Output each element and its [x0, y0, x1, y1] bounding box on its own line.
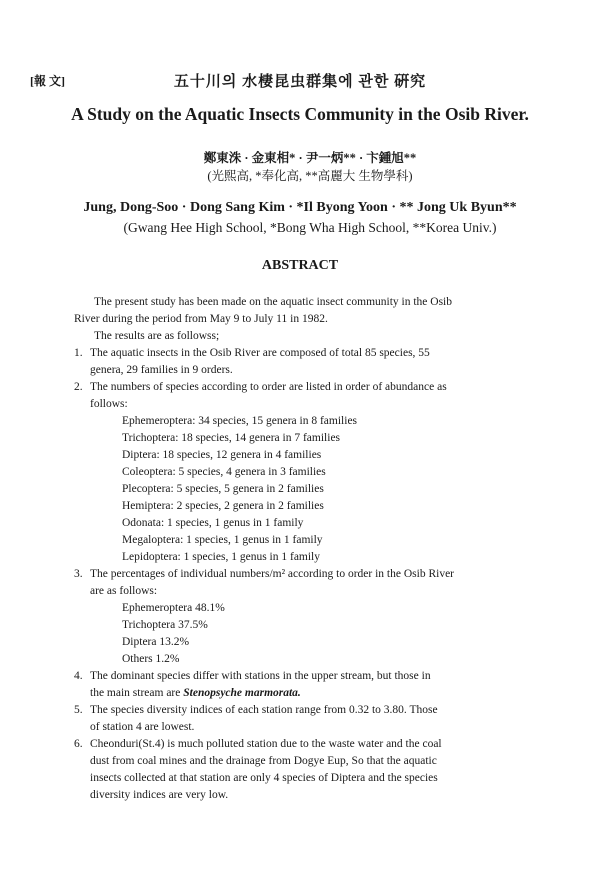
result-item-3 [74, 566, 554, 600]
item-line: The aquatic insects in the Osib River are composed of total 85 species, 55 [90, 347, 430, 359]
english-affiliations: (Gwang Hee High School, *Bong Wha High School, **Korea Univ.) [123, 220, 497, 235]
percentage-entry: Diptera 13.2% [122, 636, 190, 648]
species-name: Stenopsyche marmorata. [183, 687, 301, 699]
article-type-tag: [報 文] [30, 74, 65, 88]
item-number: 2. [74, 381, 83, 393]
item-line: diversity indices are very low. [90, 789, 229, 801]
item-number: 4. [74, 670, 83, 682]
item-number: 1. [74, 347, 83, 359]
orders-list [74, 413, 554, 566]
result-item-4 [74, 668, 554, 702]
order-entry: Odonata: 1 species, 1 genus in 1 family [122, 517, 304, 529]
order-entry: Lepidoptera: 1 species, 1 genus in 1 family [122, 551, 321, 563]
item-line: insects collected at that station are only 4 species of Diptera and the species [90, 772, 438, 784]
percentage-entry: Trichoptera 37.5% [122, 619, 208, 631]
result-item-2 [74, 379, 554, 413]
results-intro: The results are as followss; [94, 330, 220, 342]
percentages-list [74, 600, 554, 668]
item-line: The dominant species differ with stations in the upper stream, but those in [90, 670, 431, 682]
english-title: A Study on the Aquatic Insects Community in the Osib River. [71, 104, 529, 124]
order-entry: Trichoptera: 18 species, 14 genera in 7 families [122, 432, 341, 444]
item-line: of station 4 are lowest. [90, 721, 195, 733]
item-text: the main stream are [90, 687, 184, 699]
abstract-heading: ABSTRACT [261, 258, 339, 273]
item-line: dust from coal mines and the drainage from Dogye Eup, So that the aquatic [90, 755, 437, 767]
order-entry: Coleoptera: 5 species, 4 genera in 3 families [122, 466, 326, 478]
korean-title: 五十川의 水棲昆虫群集에 관한 硏究 [173, 74, 427, 90]
intro-line: The present study has been made on the aquatic insect community in the Osib [94, 296, 453, 308]
order-entry: Hemiptera: 2 species, 2 genera in 2 families [122, 500, 324, 512]
item-line: The percentages of individual numbers/m² according to order in the Osib River [90, 568, 454, 580]
korean-affiliations: (光熙高, *奉化高, **高麗大 生物學科) [207, 169, 413, 183]
intro-line: River during the period from May 9 to July 11 in 1982. [74, 313, 328, 325]
order-entry: Megaloptera: 1 species, 1 genus in 1 family [122, 534, 323, 546]
item-line: genera, 29 families in 9 orders. [90, 364, 233, 376]
percentage-entry: Ephemeroptera 48.1% [122, 602, 225, 614]
item-line [90, 685, 554, 702]
korean-author-names: 鄭東洙 · 金東相* · 尹一炳** · 卞鍾旭** [203, 151, 417, 165]
item-number: 3. [74, 568, 83, 580]
order-entry: Ephemeroptera: 34 species, 15 genera in 8 families [122, 415, 358, 427]
order-entry: Plecoptera: 5 species, 5 genera in 2 families [122, 483, 324, 495]
item-number: 6. [74, 738, 83, 750]
item-line: Cheonduri(St.4) is much polluted station due to the waste water and the coal [90, 738, 442, 750]
abstract-body [74, 294, 554, 804]
item-number: 5. [74, 704, 83, 716]
order-entry: Diptera: 18 species, 12 genera in 4 families [122, 449, 322, 461]
item-line: follows: [90, 398, 128, 410]
item-line: are as follows: [90, 585, 158, 597]
result-item-6 [74, 736, 554, 804]
percentage-entry: Others 1.2% [122, 653, 180, 665]
item-line: The numbers of species according to order are listed in order of abundance as [90, 381, 447, 393]
result-item-5 [74, 702, 554, 736]
item-line: The species diversity indices of each station range from 0.32 to 3.80. Those [90, 704, 438, 716]
result-item-1 [74, 345, 554, 379]
english-author-names: Jung, Dong-Soo · Dong Sang Kim · *Il Byong Yoon · ** Jong Uk Byun** [83, 200, 517, 215]
